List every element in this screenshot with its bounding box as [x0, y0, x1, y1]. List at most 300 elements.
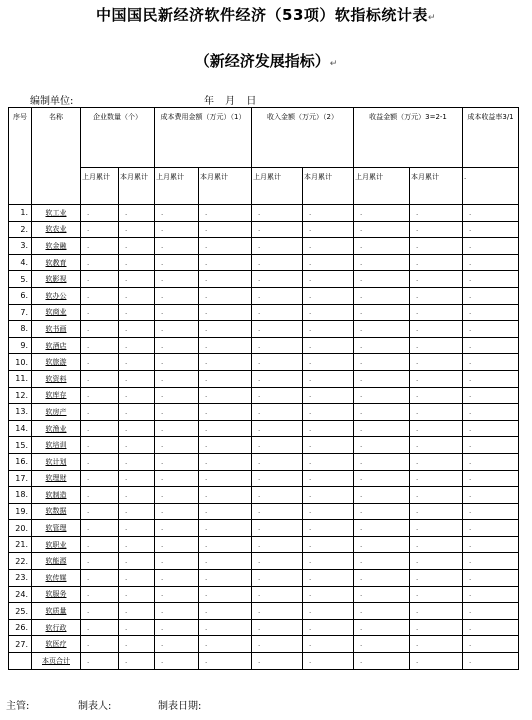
data-cell[interactable]: .	[81, 553, 119, 570]
data-cell[interactable]: .	[81, 404, 119, 421]
data-cell[interactable]: .	[119, 221, 155, 238]
data-cell[interactable]: .	[463, 221, 519, 238]
data-cell[interactable]: .	[354, 370, 410, 387]
data-cell[interactable]: .	[119, 470, 155, 487]
data-cell[interactable]: .	[155, 553, 199, 570]
footer-supervisor: 主管:	[6, 701, 30, 712]
data-cell[interactable]: .	[155, 254, 199, 271]
data-cell[interactable]: .	[119, 354, 155, 371]
data-cell[interactable]: .	[81, 205, 119, 222]
statistics-table	[8, 107, 519, 670]
data-cell[interactable]: .	[155, 520, 199, 537]
data-cell[interactable]: .	[155, 354, 199, 371]
header-income-amount: 收入金额（万元）（2）	[252, 108, 354, 168]
data-cell[interactable]: .	[303, 619, 354, 636]
data-cell[interactable]: .	[410, 387, 463, 404]
data-cell[interactable]: .	[199, 536, 252, 553]
table-row	[9, 619, 519, 636]
data-cell[interactable]: .	[354, 205, 410, 222]
data-cell[interactable]: .	[463, 304, 519, 321]
data-cell[interactable]: .	[199, 321, 252, 338]
row-name: 软房产	[32, 404, 81, 421]
data-cell[interactable]: .	[199, 354, 252, 371]
row-name: 本页合计	[32, 653, 81, 670]
row-name: 软数据	[32, 503, 81, 520]
row-name: 软办公	[32, 287, 81, 304]
data-cell[interactable]: .	[354, 603, 410, 620]
data-cell[interactable]: .	[199, 653, 252, 670]
data-cell[interactable]: .	[119, 287, 155, 304]
row-number: 21.	[9, 536, 32, 553]
data-cell[interactable]: .	[119, 619, 155, 636]
data-cell[interactable]: .	[81, 254, 119, 271]
data-cell[interactable]: .	[463, 653, 519, 670]
data-cell[interactable]: .	[463, 238, 519, 255]
data-cell[interactable]: .	[410, 586, 463, 603]
data-cell[interactable]: .	[155, 370, 199, 387]
data-cell[interactable]: .	[119, 603, 155, 620]
data-cell[interactable]: .	[155, 287, 199, 304]
data-cell[interactable]: .	[199, 636, 252, 653]
data-cell[interactable]: .	[199, 205, 252, 222]
data-cell[interactable]: .	[463, 337, 519, 354]
data-cell[interactable]: .	[354, 420, 410, 437]
data-cell[interactable]: .	[155, 271, 199, 288]
data-cell[interactable]: .	[155, 420, 199, 437]
data-cell[interactable]: .	[252, 420, 303, 437]
data-cell[interactable]: .	[199, 271, 252, 288]
data-cell[interactable]: .	[463, 570, 519, 587]
data-cell[interactable]: .	[354, 321, 410, 338]
data-cell[interactable]: .	[410, 487, 463, 504]
table-sub-title: （新经济发展指标）↵	[194, 52, 338, 70]
data-cell[interactable]: .	[463, 387, 519, 404]
data-cell[interactable]: .	[303, 287, 354, 304]
data-cell[interactable]: .	[410, 370, 463, 387]
data-cell[interactable]: .	[199, 487, 252, 504]
data-cell[interactable]: .	[252, 437, 303, 454]
data-cell[interactable]: .	[252, 287, 303, 304]
data-cell[interactable]: .	[410, 619, 463, 636]
data-cell[interactable]: .	[303, 404, 354, 421]
header-prev-month: 上月累计	[81, 168, 119, 205]
data-cell[interactable]: .	[354, 238, 410, 255]
data-cell[interactable]: .	[155, 453, 199, 470]
data-cell[interactable]: .	[199, 470, 252, 487]
data-cell[interactable]: .	[354, 619, 410, 636]
data-cell[interactable]: .	[410, 437, 463, 454]
data-cell[interactable]: .	[119, 520, 155, 537]
data-cell[interactable]: .	[410, 337, 463, 354]
data-cell[interactable]: .	[81, 636, 119, 653]
data-cell[interactable]: .	[303, 254, 354, 271]
data-cell[interactable]: .	[81, 354, 119, 371]
row-name: 软影视	[32, 271, 81, 288]
header-profit-amount: 收益金额（万元）3=2-1	[354, 108, 463, 168]
row-name: 软制造	[32, 487, 81, 504]
row-number: 25.	[9, 603, 32, 620]
data-cell[interactable]: .	[303, 387, 354, 404]
data-cell[interactable]: .	[81, 271, 119, 288]
data-cell[interactable]: .	[303, 553, 354, 570]
table-row	[9, 653, 519, 670]
data-cell[interactable]: .	[155, 536, 199, 553]
data-cell[interactable]: .	[81, 453, 119, 470]
data-cell[interactable]: .	[81, 586, 119, 603]
data-cell[interactable]: .	[354, 636, 410, 653]
data-cell[interactable]: .	[303, 520, 354, 537]
row-name: 软质量	[32, 603, 81, 620]
data-cell[interactable]: .	[155, 470, 199, 487]
data-cell[interactable]: .	[303, 271, 354, 288]
data-cell[interactable]: .	[354, 503, 410, 520]
data-cell[interactable]: .	[410, 453, 463, 470]
data-cell[interactable]: .	[354, 470, 410, 487]
header-seq: 序号	[9, 108, 32, 205]
data-cell[interactable]: .	[252, 603, 303, 620]
data-cell[interactable]: .	[410, 470, 463, 487]
data-cell[interactable]: .	[199, 420, 252, 437]
data-cell[interactable]: .	[119, 420, 155, 437]
data-cell[interactable]: .	[354, 586, 410, 603]
data-cell[interactable]: .	[119, 304, 155, 321]
data-cell[interactable]: .	[81, 238, 119, 255]
data-cell[interactable]: .	[303, 570, 354, 587]
data-cell[interactable]: .	[354, 221, 410, 238]
data-cell[interactable]: .	[463, 271, 519, 288]
data-cell[interactable]: .	[252, 586, 303, 603]
data-cell[interactable]: .	[81, 487, 119, 504]
data-cell[interactable]: .	[81, 304, 119, 321]
data-cell[interactable]: .	[81, 603, 119, 620]
data-cell[interactable]: .	[410, 404, 463, 421]
row-name: 软管理	[32, 520, 81, 537]
data-cell[interactable]: .	[303, 238, 354, 255]
data-cell[interactable]: .	[410, 520, 463, 537]
data-cell[interactable]: .	[155, 221, 199, 238]
data-cell[interactable]: .	[199, 254, 252, 271]
data-cell[interactable]: .	[252, 387, 303, 404]
header-prev-month: 上月累计	[354, 168, 410, 205]
table-row	[9, 354, 519, 371]
data-cell[interactable]: .	[410, 603, 463, 620]
data-cell[interactable]: .	[463, 370, 519, 387]
data-cell[interactable]: .	[463, 420, 519, 437]
data-cell[interactable]: .	[252, 653, 303, 670]
data-cell[interactable]: .	[463, 321, 519, 338]
data-cell[interactable]: .	[119, 553, 155, 570]
data-cell[interactable]: .	[155, 321, 199, 338]
data-cell[interactable]: .	[119, 536, 155, 553]
data-cell[interactable]: .	[155, 387, 199, 404]
data-cell[interactable]: .	[119, 238, 155, 255]
data-cell[interactable]: .	[252, 553, 303, 570]
data-cell[interactable]: .	[354, 487, 410, 504]
data-cell[interactable]: .	[199, 404, 252, 421]
data-cell[interactable]: .	[354, 337, 410, 354]
data-cell[interactable]: .	[410, 553, 463, 570]
data-cell[interactable]: .	[410, 354, 463, 371]
row-number	[9, 653, 32, 670]
data-cell[interactable]: .	[155, 503, 199, 520]
data-cell[interactable]: .	[252, 520, 303, 537]
data-cell[interactable]: .	[155, 337, 199, 354]
data-cell[interactable]: .	[354, 304, 410, 321]
data-cell[interactable]: .	[119, 337, 155, 354]
data-cell[interactable]: .	[119, 636, 155, 653]
data-cell[interactable]: .	[199, 370, 252, 387]
data-cell[interactable]: .	[155, 619, 199, 636]
data-cell[interactable]: .	[252, 337, 303, 354]
table-row	[9, 520, 519, 537]
data-cell[interactable]: .	[119, 387, 155, 404]
data-cell[interactable]: .	[155, 653, 199, 670]
table-main-title: 中国国民新经济软件经济（53项）软指标统计表↵	[96, 6, 436, 24]
data-cell[interactable]: .	[463, 586, 519, 603]
row-name: 软农业	[32, 221, 81, 238]
data-cell[interactable]: .	[252, 453, 303, 470]
data-cell[interactable]: .	[155, 304, 199, 321]
data-cell[interactable]: .	[463, 437, 519, 454]
data-cell[interactable]: .	[81, 470, 119, 487]
data-cell[interactable]: .	[252, 487, 303, 504]
data-cell[interactable]: .	[463, 503, 519, 520]
data-cell[interactable]: .	[463, 453, 519, 470]
data-cell[interactable]: .	[252, 254, 303, 271]
data-cell[interactable]: .	[410, 653, 463, 670]
table-row	[9, 370, 519, 387]
data-cell[interactable]: .	[199, 238, 252, 255]
row-number: 9.	[9, 337, 32, 354]
header-cost-amount: 成本费用金额（万元）（1）	[155, 108, 252, 168]
row-number: 5.	[9, 271, 32, 288]
data-cell[interactable]: .	[410, 570, 463, 587]
data-cell[interactable]: .	[155, 238, 199, 255]
data-cell[interactable]: .	[354, 287, 410, 304]
data-cell[interactable]: .	[155, 487, 199, 504]
data-cell[interactable]: .	[199, 304, 252, 321]
data-cell[interactable]: .	[119, 321, 155, 338]
data-cell[interactable]: .	[119, 271, 155, 288]
data-cell[interactable]: .	[252, 238, 303, 255]
data-cell[interactable]: .	[463, 287, 519, 304]
data-cell[interactable]: .	[303, 437, 354, 454]
data-cell[interactable]: .	[354, 653, 410, 670]
data-cell[interactable]: .	[119, 370, 155, 387]
data-cell[interactable]: .	[81, 287, 119, 304]
data-cell[interactable]: .	[303, 470, 354, 487]
data-cell[interactable]: .	[410, 503, 463, 520]
data-cell[interactable]: .	[199, 387, 252, 404]
data-cell[interactable]: .	[155, 437, 199, 454]
data-cell[interactable]: .	[410, 287, 463, 304]
data-cell[interactable]: .	[199, 586, 252, 603]
data-cell[interactable]: .	[303, 653, 354, 670]
data-cell[interactable]: .	[354, 453, 410, 470]
data-cell[interactable]: .	[199, 453, 252, 470]
data-cell[interactable]: .	[303, 603, 354, 620]
data-cell[interactable]: .	[81, 321, 119, 338]
data-cell[interactable]: .	[119, 570, 155, 587]
data-cell[interactable]: .	[354, 570, 410, 587]
data-cell[interactable]: .	[81, 536, 119, 553]
row-number: 22.	[9, 553, 32, 570]
data-cell[interactable]: .	[81, 221, 119, 238]
data-cell[interactable]: .	[252, 536, 303, 553]
data-cell[interactable]: .	[81, 570, 119, 587]
data-cell[interactable]: .	[410, 420, 463, 437]
data-cell[interactable]: .	[119, 404, 155, 421]
row-number: 4.	[9, 254, 32, 271]
data-cell[interactable]: .	[155, 603, 199, 620]
data-cell[interactable]: .	[354, 520, 410, 537]
data-cell[interactable]: .	[199, 553, 252, 570]
data-cell[interactable]: .	[303, 354, 354, 371]
data-cell[interactable]: .	[155, 570, 199, 587]
data-cell[interactable]: .	[81, 653, 119, 670]
data-cell[interactable]: .	[410, 254, 463, 271]
row-name: 软工业	[32, 205, 81, 222]
data-cell[interactable]: .	[463, 254, 519, 271]
data-cell[interactable]: .	[410, 221, 463, 238]
data-cell[interactable]: .	[119, 487, 155, 504]
data-cell[interactable]: .	[354, 354, 410, 371]
data-cell[interactable]: .	[410, 636, 463, 653]
data-cell[interactable]: .	[463, 603, 519, 620]
header-row-periods	[9, 168, 519, 205]
data-cell[interactable]: .	[155, 404, 199, 421]
data-cell[interactable]: .	[252, 619, 303, 636]
data-cell[interactable]: .	[252, 636, 303, 653]
data-cell[interactable]: .	[199, 603, 252, 620]
data-cell[interactable]: .	[463, 205, 519, 222]
row-name: 软资料	[32, 370, 81, 387]
data-cell[interactable]: .	[303, 536, 354, 553]
data-cell[interactable]: .	[303, 453, 354, 470]
row-number: 11.	[9, 370, 32, 387]
row-name: 软培训	[32, 437, 81, 454]
table-row	[9, 221, 519, 238]
data-cell[interactable]: .	[119, 254, 155, 271]
data-cell[interactable]: .	[303, 503, 354, 520]
data-cell[interactable]: .	[199, 221, 252, 238]
data-cell[interactable]: .	[410, 536, 463, 553]
data-cell[interactable]: .	[463, 553, 519, 570]
data-cell[interactable]: .	[303, 370, 354, 387]
data-cell[interactable]: .	[463, 536, 519, 553]
data-cell[interactable]: .	[303, 487, 354, 504]
data-cell[interactable]: .	[252, 321, 303, 338]
data-cell[interactable]: .	[199, 619, 252, 636]
data-cell[interactable]: .	[81, 437, 119, 454]
data-cell[interactable]: .	[81, 520, 119, 537]
data-cell[interactable]: .	[463, 470, 519, 487]
data-cell[interactable]: .	[303, 221, 354, 238]
data-cell[interactable]: .	[199, 287, 252, 304]
header-cost-profit-rate: 成本收益率3/1	[463, 108, 519, 168]
data-cell[interactable]: .	[81, 420, 119, 437]
data-cell[interactable]: .	[81, 619, 119, 636]
data-cell[interactable]: .	[354, 254, 410, 271]
data-cell[interactable]: .	[155, 586, 199, 603]
data-cell[interactable]: .	[303, 321, 354, 338]
data-cell[interactable]: .	[354, 553, 410, 570]
table-row	[9, 387, 519, 404]
data-cell[interactable]: .	[81, 337, 119, 354]
data-cell[interactable]: .	[252, 304, 303, 321]
row-number: 26.	[9, 619, 32, 636]
data-cell[interactable]: .	[252, 404, 303, 421]
data-cell[interactable]: .	[199, 337, 252, 354]
row-name: 软书画	[32, 321, 81, 338]
data-cell[interactable]: .	[119, 503, 155, 520]
data-cell[interactable]: .	[252, 271, 303, 288]
data-cell[interactable]: .	[354, 271, 410, 288]
data-cell[interactable]: .	[410, 321, 463, 338]
data-cell[interactable]: .	[252, 205, 303, 222]
data-cell[interactable]: .	[354, 404, 410, 421]
header-prev-month: 上月累计	[155, 168, 199, 205]
data-cell[interactable]: .	[463, 354, 519, 371]
data-cell[interactable]: .	[354, 387, 410, 404]
header-curr-month: 本月累计	[199, 168, 252, 205]
table-row	[9, 304, 519, 321]
data-cell[interactable]: .	[252, 354, 303, 371]
data-cell[interactable]: .	[155, 205, 199, 222]
data-cell[interactable]: .	[81, 370, 119, 387]
data-cell[interactable]: .	[252, 370, 303, 387]
data-cell[interactable]: .	[81, 387, 119, 404]
data-cell[interactable]: .	[199, 503, 252, 520]
data-cell[interactable]: .	[252, 503, 303, 520]
data-cell[interactable]: .	[463, 404, 519, 421]
data-cell[interactable]: .	[463, 487, 519, 504]
data-cell[interactable]: .	[199, 570, 252, 587]
data-cell[interactable]: .	[410, 304, 463, 321]
data-cell[interactable]: .	[199, 437, 252, 454]
data-cell[interactable]: .	[303, 636, 354, 653]
row-number: 19.	[9, 503, 32, 520]
data-cell[interactable]: .	[410, 205, 463, 222]
data-cell[interactable]: .	[303, 337, 354, 354]
data-cell[interactable]: .	[252, 570, 303, 587]
data-cell[interactable]: .	[119, 653, 155, 670]
data-cell[interactable]: .	[303, 205, 354, 222]
data-cell[interactable]: .	[119, 205, 155, 222]
data-cell[interactable]: .	[81, 503, 119, 520]
row-number: 1.	[9, 205, 32, 222]
data-cell[interactable]: .	[252, 221, 303, 238]
data-cell[interactable]: .	[303, 420, 354, 437]
row-number: 16.	[9, 453, 32, 470]
data-cell[interactable]: .	[303, 304, 354, 321]
data-cell[interactable]: .	[199, 520, 252, 537]
data-cell[interactable]: .	[354, 437, 410, 454]
data-cell[interactable]: .	[463, 636, 519, 653]
data-cell[interactable]: .	[354, 536, 410, 553]
data-cell[interactable]: .	[119, 586, 155, 603]
data-cell[interactable]: .	[119, 437, 155, 454]
data-cell[interactable]: .	[303, 586, 354, 603]
data-cell[interactable]: .	[119, 453, 155, 470]
data-cell[interactable]: .	[410, 271, 463, 288]
data-cell[interactable]: .	[463, 520, 519, 537]
row-name: 软商业	[32, 304, 81, 321]
data-cell[interactable]: .	[252, 470, 303, 487]
data-cell[interactable]: .	[410, 238, 463, 255]
data-cell[interactable]: .	[463, 619, 519, 636]
data-cell[interactable]: .	[155, 636, 199, 653]
